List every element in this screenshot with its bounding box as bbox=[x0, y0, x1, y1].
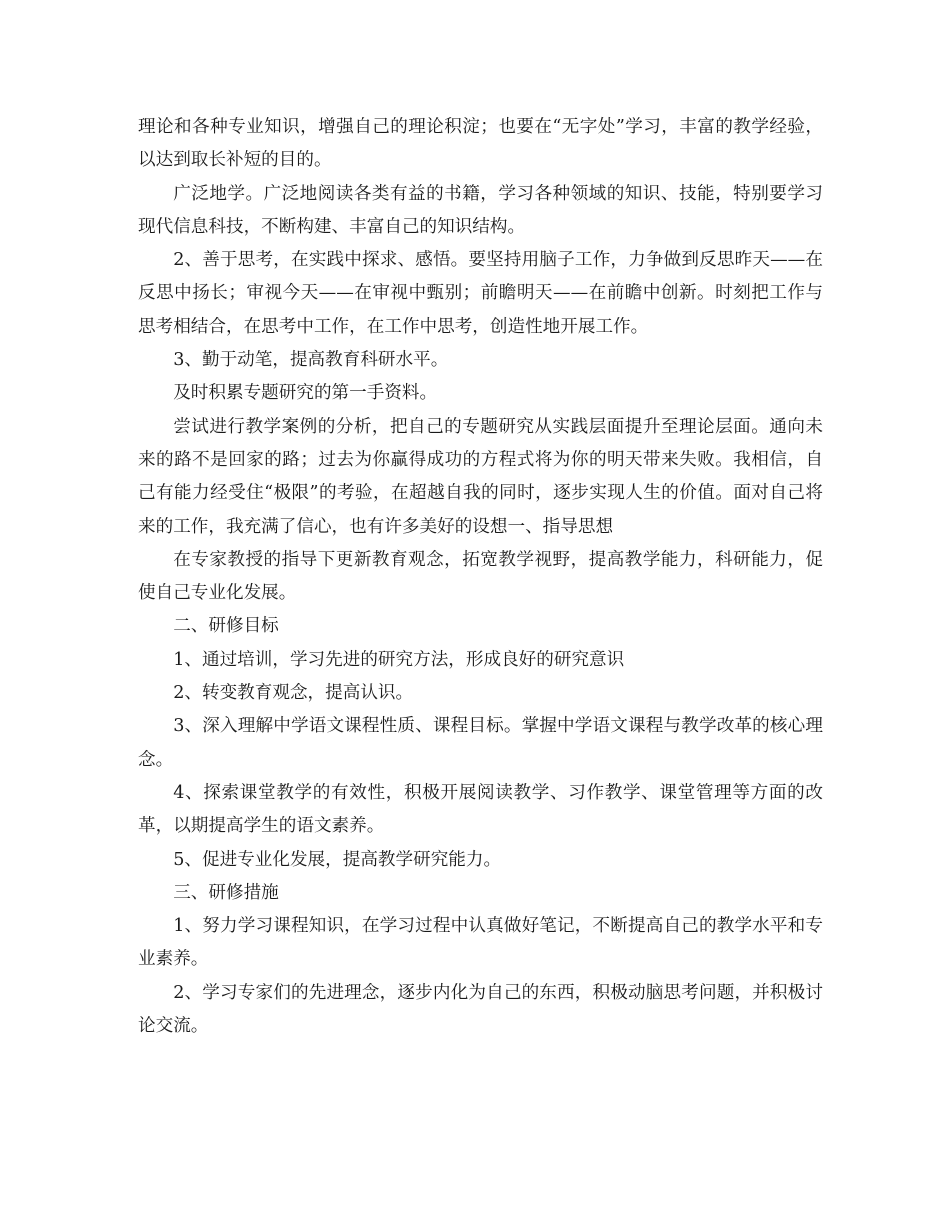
section-heading-objectives: 二、研修目标 bbox=[173, 616, 279, 637]
paragraph-9: 2、转变教育观念，提高认识。 bbox=[173, 683, 414, 704]
paragraph-8: 1、通过培训，学习先进的研究方法，形成良好的研究意识 bbox=[173, 649, 625, 670]
paragraph-0: 理论和各种专业知识，增强自己的理论积淀；也要在“无字处”学习，丰富的教学经验，以达到取长补短的目的。 bbox=[138, 117, 823, 171]
paragraph-3: 3、勤于动笔，提高教育科研水平。 bbox=[173, 350, 449, 371]
paragraph-11: 4、探索课堂教学的有效性，积极开展阅读教学、习作教学、课堂管理等方面的改革，以期提高学生的语文素养。 bbox=[138, 782, 823, 837]
paragraph-5: 尝试进行教学案例的分析，把自己的专题研究从实践层面提升至理论层面。通向未来的路不是回家的路；过去为你赢得成功的方程式将为你的明天带来失败。我相信，自己有能力经受住“极限”的考验，在超越自我的同时，逐步实现人生的价值。面对自己将来的工作，我充满了信心，也有许多美好的设想一、指导思想 bbox=[138, 416, 823, 537]
paragraph-14: 1、努力学习课程知识，在学习过程中认真做好笔记，不断提高自己的教学水平和专业素养。 bbox=[138, 916, 823, 970]
paragraph-4: 及时积累专题研究的第一手资料。 bbox=[173, 383, 438, 404]
paragraph-6: 在专家教授的指导下更新教育观念，拓宽教学视野，提高教学能力，科研能力，促使自己专业化发展。 bbox=[138, 549, 823, 604]
section-heading-measures: 三、研修措施 bbox=[173, 882, 279, 903]
document-body bbox=[138, 111, 823, 1043]
paragraph-12: 5、促进专业化发展，提高教学研究能力。 bbox=[173, 849, 502, 870]
paragraph-10: 3、深入理解中学语文课程性质、课程目标。掌握中学语文课程与教学改革的核心理念。 bbox=[138, 716, 823, 770]
paragraph-2: 2、善于思考，在实践中探求、感悟。要坚持用脑子工作，力争做到反思昨天——在反思中扬长；审视今天——在审视中甄别；前瞻明天——在前瞻中创新。时刻把工作与思考相结合，在思考中工作，在工作中思考，创造性地开展工作。 bbox=[138, 250, 823, 337]
paragraph-1: 广泛地学。广泛地阅读各类有益的书籍，学习各种领域的知识、技能，特别要学习现代信息科技，不断构建、丰富自己的知识结构。 bbox=[138, 183, 823, 237]
paragraph-15: 2、学习专家们的先进理念，逐步内化为自己的东西，积极动脑思考问题，并积极讨论交流。 bbox=[138, 982, 823, 1037]
